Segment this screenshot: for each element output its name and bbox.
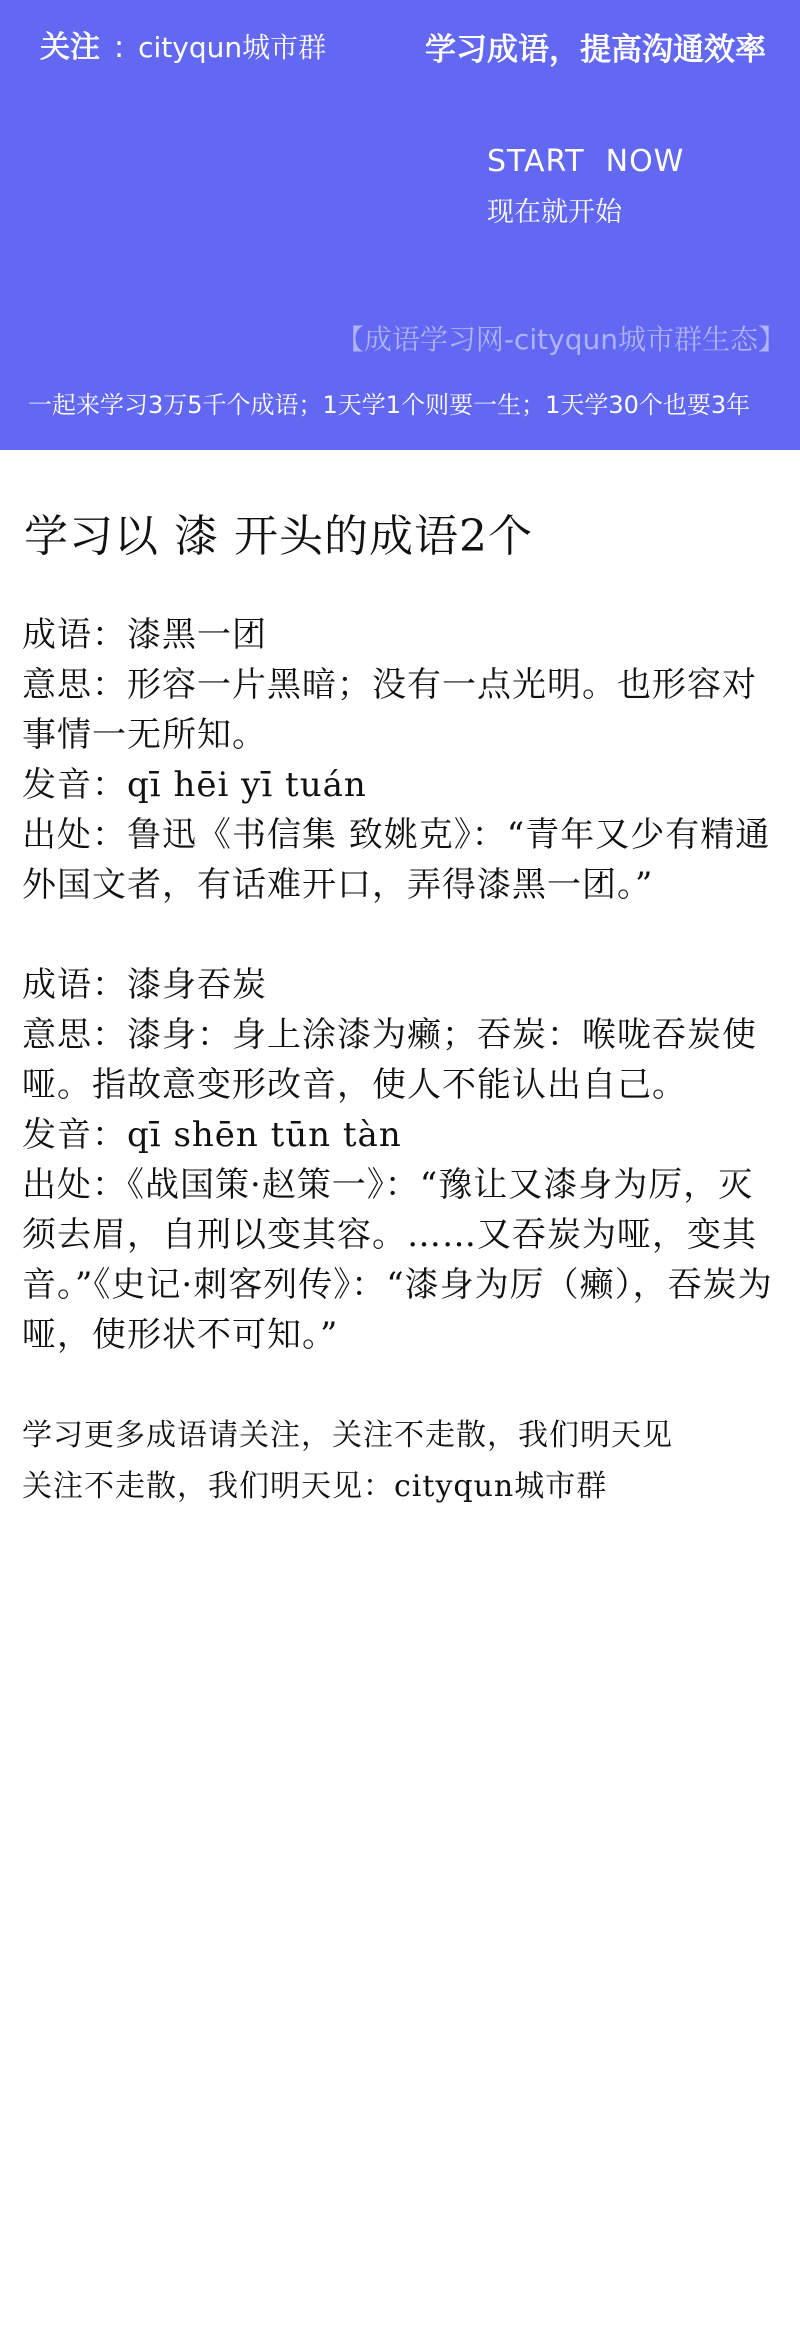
follow-separator: : — [114, 30, 125, 65]
footer-line-2: 关注不走散，我们明天见：cityqun城市群 — [22, 1469, 608, 1504]
idiom-source: 出处：鲁迅《书信集 致姚克》：“青年又少有精通外国文者，有话难开口，弄得漆黑一团。” — [22, 815, 771, 905]
idiom-source: 出处：《战国策·赵策一》：“豫让又漆身为厉，灭须去眉，自刑以变其容。……又吞炭为哑，变其音。”《史记·刺客列传》：“漆身为厉（癞），吞炭为哑，使形状不可知。” — [22, 1165, 773, 1355]
footer-line-1: 学习更多成语请关注，关注不走散，我们明天见 — [22, 1418, 673, 1453]
idiom-word: 成语：漆黑一团 — [22, 615, 267, 655]
idiom-word: 成语：漆身吞炭 — [22, 965, 267, 1005]
idiom-pinyin: 发音：qī hēi yī tuán — [22, 765, 367, 805]
header-motto: 一起来学习3万5千个成语；1天学1个则要一生；1天学30个也要3年 — [28, 391, 751, 419]
page-title: 学习以 漆 开头的成语2个 — [24, 511, 533, 562]
main-content — [0, 500, 800, 1512]
follow-label — [40, 22, 326, 66]
site-tag: 【成语学习网-cityqun城市群生态】 — [335, 323, 786, 356]
footer-follow-text — [22, 1410, 778, 1512]
follow-account-name: cityqun城市群 — [138, 31, 327, 64]
start-now-cn-link[interactable]: 现在就开始 — [487, 197, 622, 228]
header-banner — [0, 0, 800, 450]
header-slogan: 学习成语，提高沟通效率 — [425, 32, 766, 68]
idiom-entry — [22, 610, 778, 910]
idiom-meaning: 意思：漆身：身上涂漆为癞；吞炭：喉咙吞炭使哑。指故意变形改音，使人不能认出自己。 — [22, 1015, 757, 1105]
start-now-link[interactable]: START NOW — [487, 144, 685, 179]
idiom-pinyin: 发音：qī shēn tūn tàn — [22, 1115, 402, 1155]
idiom-meaning: 意思：形容一片黑暗；没有一点光明。也形容对事情一无所知。 — [22, 665, 757, 755]
idiom-entry — [22, 960, 778, 1360]
follow-label-text: 关注 — [40, 30, 100, 65]
